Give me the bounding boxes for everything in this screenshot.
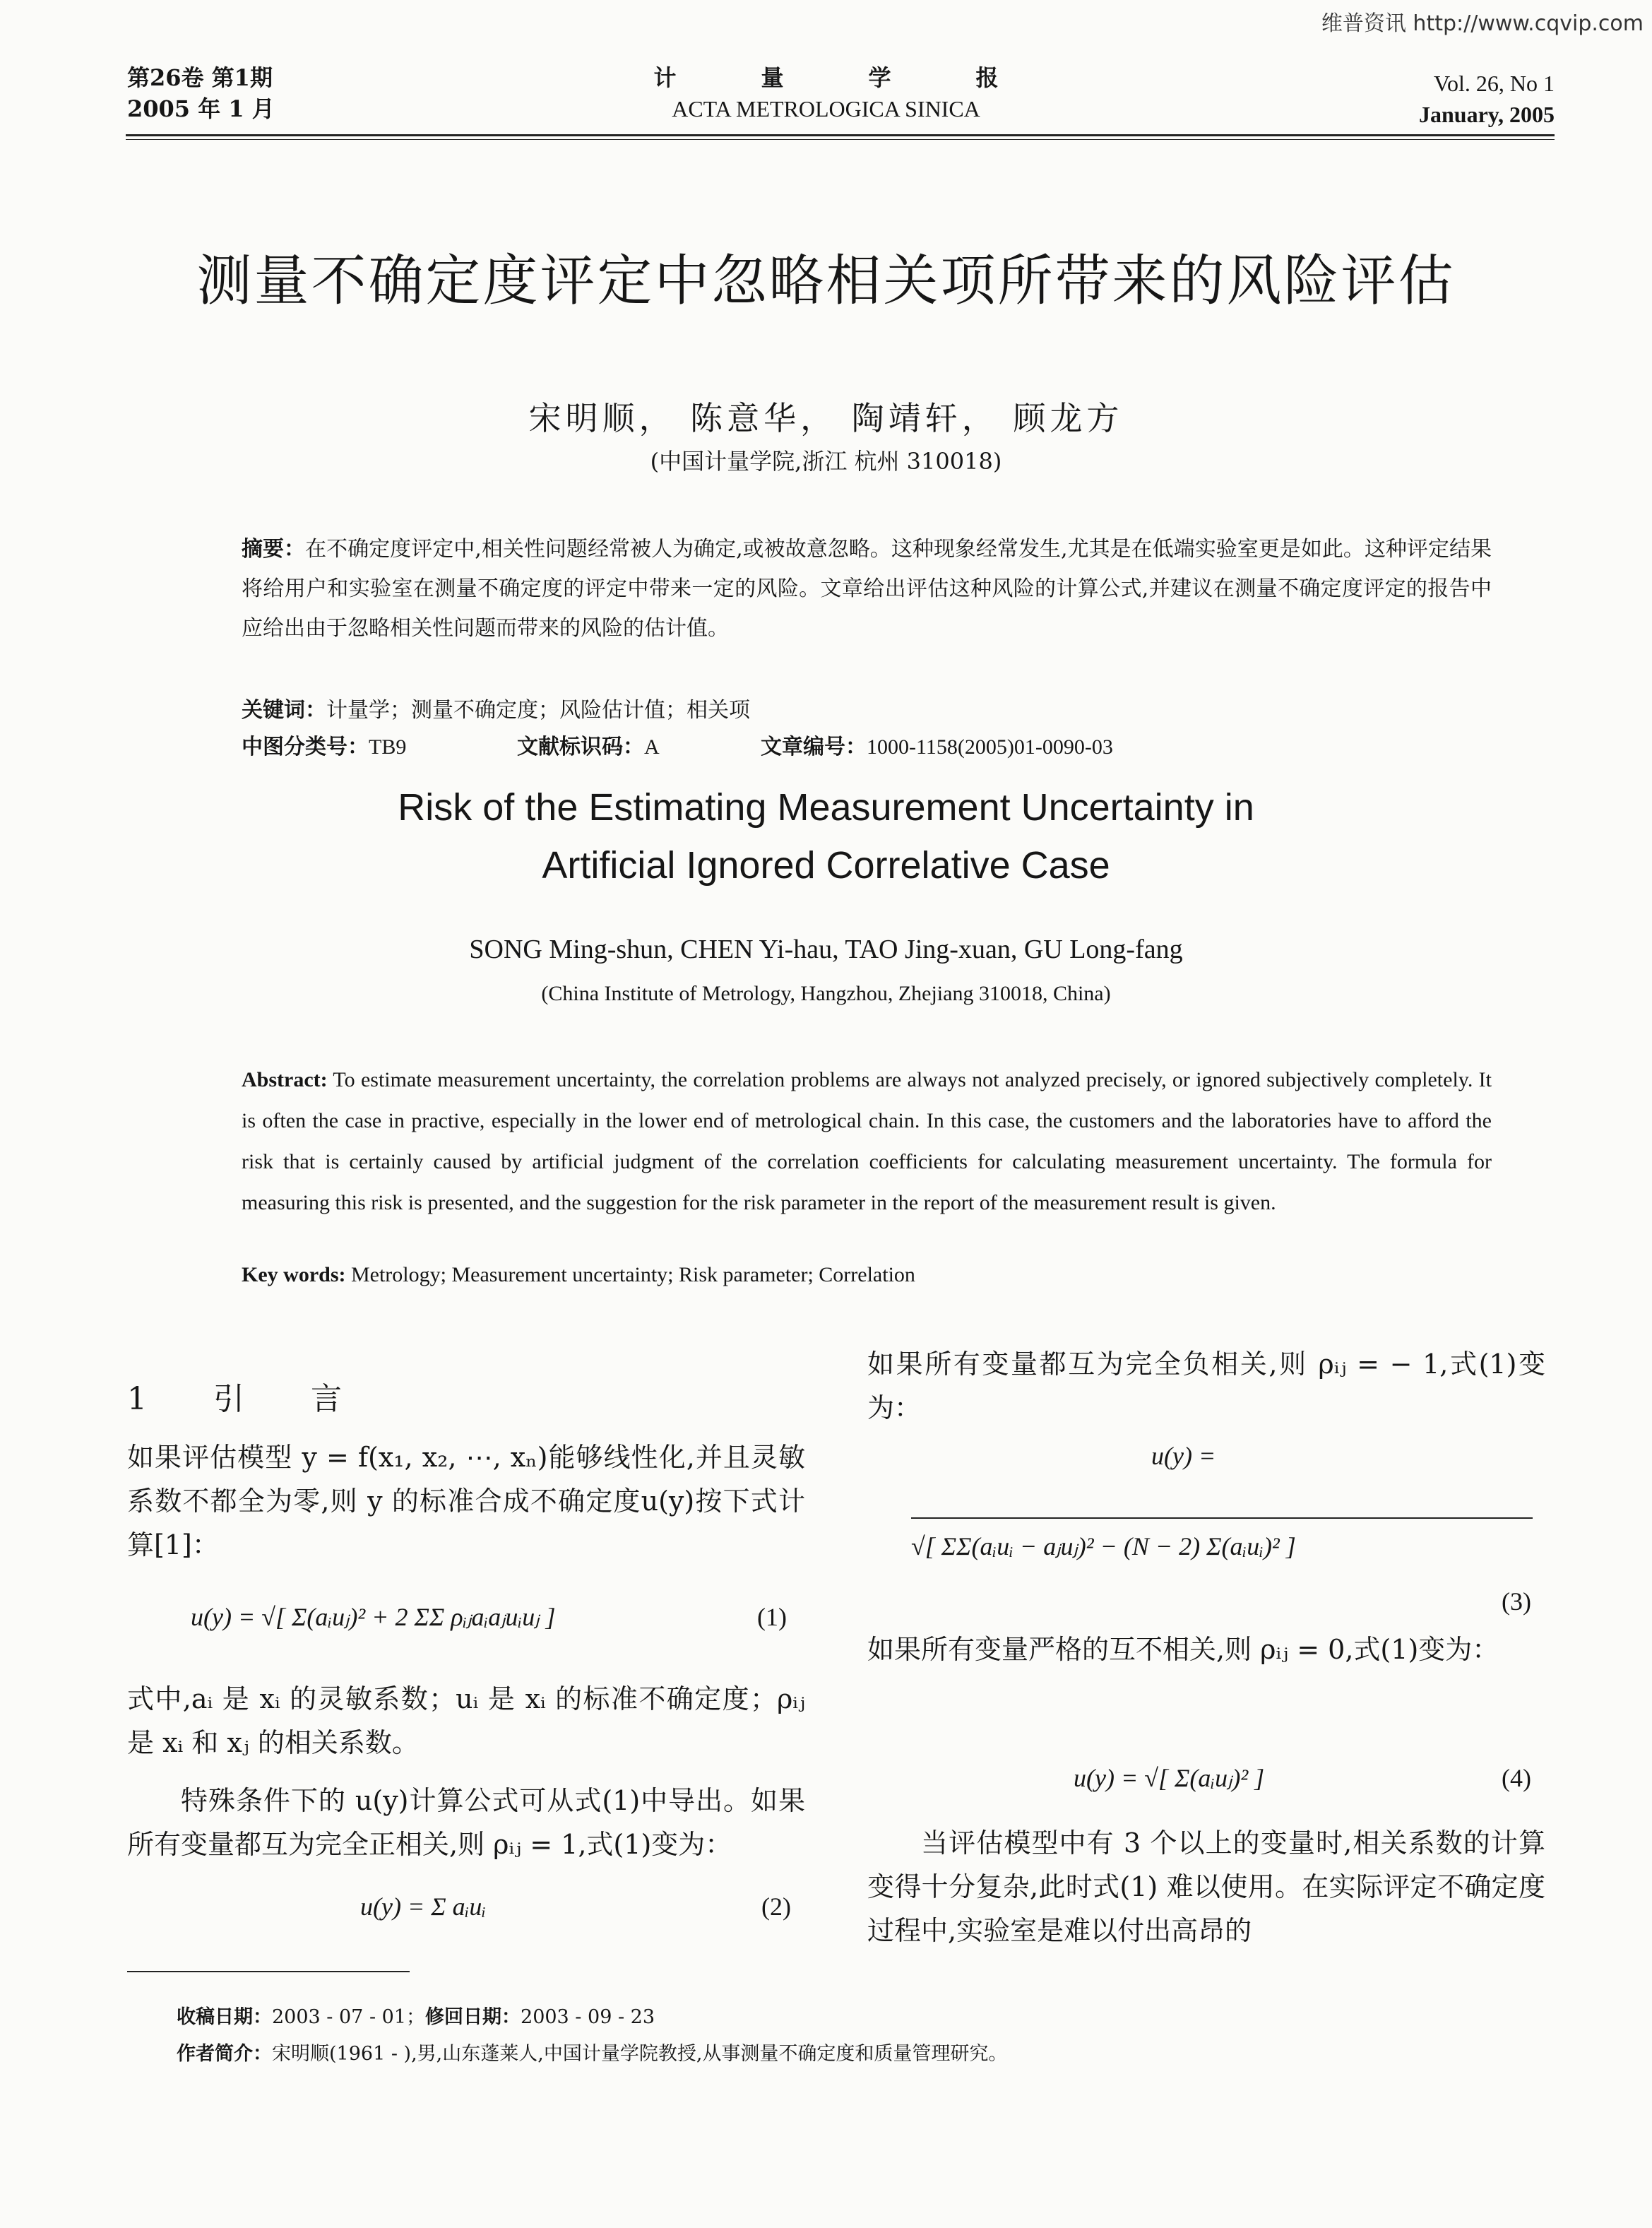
- equation-4: u(y) = √[ Σ(aᵢuⱼ)² ]: [1074, 1764, 1265, 1792]
- equation-1: u(y) = √[ Σ(aᵢuⱼ)² + 2 ΣΣ ρᵢⱼaᵢaⱼuᵢuⱼ ]: [191, 1603, 556, 1631]
- header-center: [0, 62, 1652, 124]
- para-uncorrelated: 如果所有变量严格的互不相关,则 ρᵢⱼ = 0,式(1)变为：: [867, 1634, 1499, 1665]
- header-rule-thin: [126, 139, 1555, 140]
- footnote: [177, 1999, 1007, 2073]
- equation-1-number: (1): [757, 1603, 787, 1631]
- equation-2: u(y) = Σ aᵢuᵢ: [360, 1892, 487, 1921]
- keywords-en-label: Key words:: [242, 1263, 346, 1286]
- doc-code-value: A: [644, 735, 660, 759]
- clc-label: 中图分类号：: [242, 735, 369, 759]
- para-intro: 如果评估模型 y = f(x₁, x₂, ⋯, xₙ)能够线性化,并且灵敏系数不都全为零,则 y 的标准合成不确定度u(y)按下式计算[1]：: [127, 1442, 805, 1560]
- clc-value: TB9: [369, 735, 407, 759]
- footnote-rule: [127, 1971, 410, 1972]
- keywords-cn-text: 计量学；测量不确定度；风险估计值；相关项: [326, 698, 750, 723]
- header-rule: [126, 134, 1555, 136]
- footnote-dates: [177, 1999, 1007, 2036]
- date-en: January, 2005: [1418, 102, 1555, 127]
- volume-en: Vol. 26, No 1: [1434, 71, 1555, 96]
- meta-block: [242, 692, 1113, 766]
- keywords-cn-label: 关键词：: [242, 698, 326, 723]
- revised-label: 修回日期：: [425, 2006, 521, 2028]
- journal-name-en: ACTA METROLOGICA SINICA: [672, 96, 980, 122]
- article-no-value: 1000-1158(2005)01-0090-03: [867, 735, 1113, 759]
- paper-title-en-line1: Risk of the Estimating Measurement Uncertainty in: [398, 786, 1254, 829]
- abstract-en: [242, 1060, 1492, 1223]
- bio-text: 宋明顺(1961 - ),男,山东蓬莱人,中国计量学院教授,从事测量不确定度和质量管理研究。: [272, 2043, 1008, 2065]
- affiliation-cn: (中国计量学院,浙江 杭州 310018): [650, 448, 1002, 475]
- equation-3-lhs: u(y) =: [1151, 1442, 1216, 1470]
- paper-title-en: [0, 778, 1652, 894]
- classification-line: [242, 729, 1113, 766]
- volume-cn: 第26卷 第1期: [127, 64, 273, 91]
- para-complexity: 当评估模型中有 3 个以上的变量时,相关系数的计算变得十分复杂,此时式(1) 难以使用。在实际评定不确定度过程中,实验室是难以付出高昂的: [867, 1827, 1545, 1946]
- abstract-cn-label: 摘要：: [242, 537, 306, 562]
- footnote-bio: [177, 2036, 1007, 2073]
- doc-code-label: 文献标识码：: [517, 735, 644, 759]
- paper-title-cn: 测量不确定度评定中忽略相关项所带来的风险评估: [196, 249, 1456, 313]
- header-right: [1419, 68, 1555, 130]
- date-cn: 2005 年 1 月: [127, 95, 275, 122]
- equation-3-number: (3): [1502, 1587, 1531, 1616]
- abstract-cn-text: 在不确定度评定中,相关性问题经常被人为确定,或被故意忽略。这种现象经常发生,尤其是在低端实验室更是如此。这种评定结果将给用户和实验室在测量不确定度的评定中带来一定的风险。文章给出评估这种风险的计算公式,并建议在测量不确定度评定的报告中应给出由于忽略相关性问题而带来的风险的估计值。: [242, 537, 1492, 641]
- article-no-label: 文章编号：: [761, 735, 867, 759]
- revised-date: 2003 - 09 - 23: [521, 2006, 655, 2028]
- para-negative-correlation: 如果所有变量都互为完全负相关,则 ρᵢⱼ = − 1,式(1)变为：: [867, 1349, 1545, 1423]
- abstract-en-text: To estimate measurement uncertainty, the correlation problems are always not analyzed precisely, or ignored subjectively completely. It is often the case in practive, especially in the lower end of metrological chain. In this case, the customers and the laboratories have to afford the risk that is certainly caused by artificial judgment of the correlation coefficients for calculating measurement uncertainty. The formula for measuring this risk is presented, and the suggestion for the risk parameter in the report of the measurement result is given.: [242, 1068, 1492, 1214]
- received-date: 2003 - 07 - 01；: [272, 2006, 426, 2028]
- affiliation-en: (China Institute of Metrology, Hangzhou, Zhejiang 310018, China): [541, 982, 1111, 1005]
- authors-en: SONG Ming-shun, CHEN Yi-hau, TAO Jing-xuan, GU Long-fang: [469, 935, 1183, 964]
- journal-name-cn: 计量学报: [653, 64, 1083, 91]
- received-label: 收稿日期：: [177, 2006, 272, 2028]
- equation-2-number: (2): [761, 1892, 791, 1921]
- keywords-en-text: Metrology; Measurement uncertainty; Risk parameter; Correlation: [345, 1263, 915, 1286]
- para-definitions: 式中,aᵢ 是 xᵢ 的灵敏系数；uᵢ 是 xᵢ 的标准不确定度；ρᵢⱼ是 xᵢ 和 xⱼ 的相关系数。: [127, 1683, 805, 1758]
- keywords-cn: [242, 692, 1113, 729]
- section-heading: 1 引 言: [127, 1381, 370, 1417]
- bio-label: 作者简介：: [177, 2043, 272, 2065]
- paper-title-en-line2: Artificial Ignored Correlative Case: [542, 844, 1110, 887]
- para-special-cases: 特殊条件下的 u(y)计算公式可从式(1)中导出。如果所有变量都互为完全正相关,则 ρᵢⱼ = 1,式(1)变为：: [127, 1785, 806, 1860]
- keywords-en: [242, 1263, 915, 1287]
- equation-4-number: (4): [1502, 1764, 1531, 1792]
- abstract-cn: [242, 530, 1492, 648]
- authors-cn: 宋明顺， 陈意华， 陶靖轩， 顾龙方: [528, 399, 1124, 437]
- watermark: 维普资讯 http://www.cqvip.com: [1321, 11, 1644, 36]
- equation-3-body: √[ ΣΣ(aᵢuᵢ − aⱼuⱼ)² − (N − 2) Σ(aᵢuᵢ)² ]: [911, 1517, 1533, 1561]
- abstract-en-label: Abstract:: [242, 1068, 328, 1091]
